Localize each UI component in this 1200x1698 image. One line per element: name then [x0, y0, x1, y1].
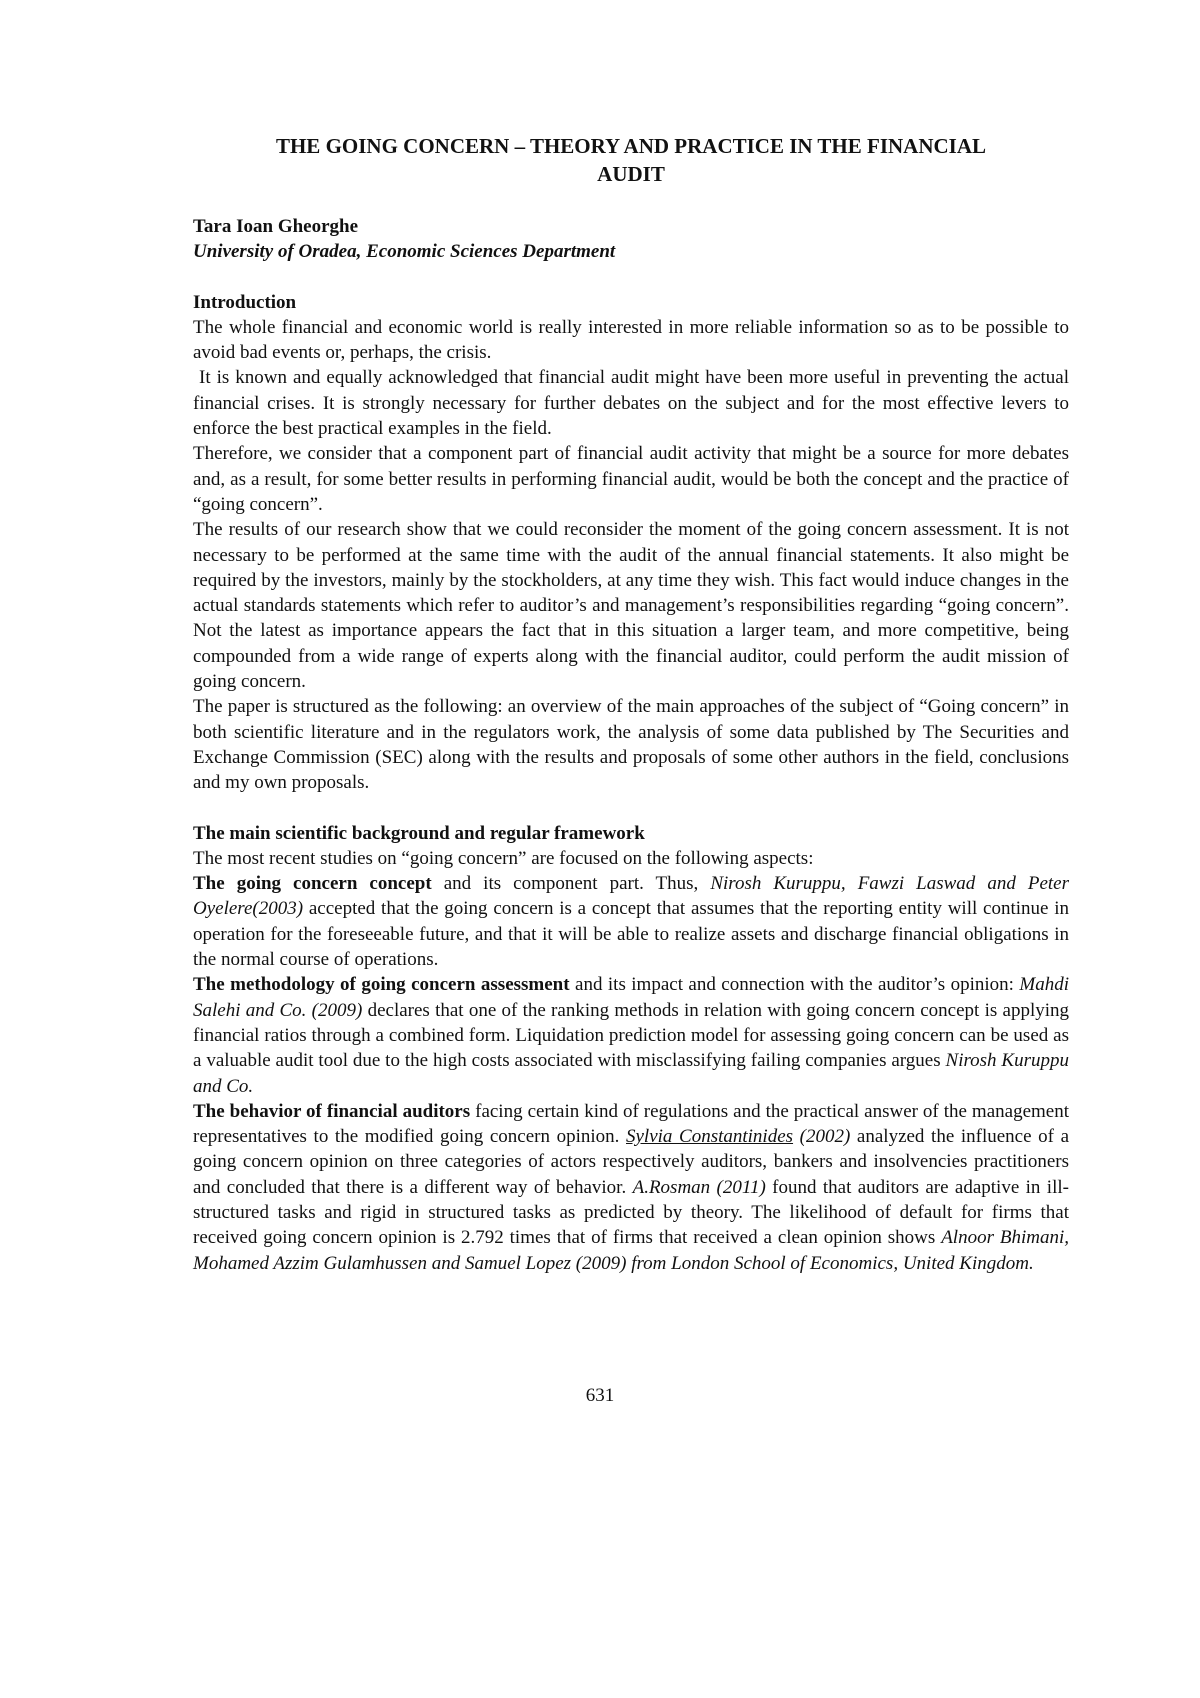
aspect-3-text-c: found that auditors are adaptive in ill-structured tasks and rigid in structured tasks as predicted by theory. The likelihood of default for firms that received going concern opinion is 2.792 times that of firms that received a clean opinion shows — [193, 1176, 1069, 1249]
section-heading-background: The main scientific background and regular framework — [193, 822, 645, 844]
intro-paragraph-5: The paper is structured as the following: an overview of the main approaches of the subject of “Going concern” in both scientific literature and in the regulators work, the analysis of some data published by The Securities and Exchange Commission (SEC) along with the results and proposals of some other authors in the field, conclusions and my own proposals. — [193, 696, 1069, 794]
aspect-3-text-a: facing certain kind of regulations and the practical answer of the management representatives to the modified going concern opinion. — [193, 1100, 1069, 1148]
aspect-2-text-a: and its impact and connection with the auditor’s opinion: — [569, 974, 1020, 996]
background-intro: The most recent studies on “going concern” are focused on the following aspects: — [193, 847, 814, 869]
intro-paragraph-4: The results of our research show that we could reconsider the moment of the going concern assessment. It is not necessary to be performed at the same time with the audit of the annual financial statements. It also might be required by the investors, mainly by the stockholders, at any time they wish. This fact would induce changes in the actual standards statements which refer to auditor’s and management’s responsibilities regarding “going concern”. Not the latest as importance appears the fact that in this situation a larger team, and more competitive, being compounded from a wide range of experts along with the financial auditor, could perform the audit mission of going concern. — [193, 519, 1069, 693]
title-line-1: THE GOING CONCERN – THEORY AND PRACTICE IN THE FINANCIAL — [275, 134, 987, 158]
aspect-3-text-b: analyzed the influence of a going concern opinion on three categories of actors respectively auditors, bankers and insolvencies practitioners and concluded that there is a different way of behavior. — [193, 1126, 1070, 1198]
aspect-1-text-a: and its component part. Thus, — [431, 873, 711, 895]
citation-rosman: A.Rosman (2011) — [632, 1176, 766, 1198]
citation-bhimani: Alnoor Bhimani, Mohamed Azzim Gulamhussen and Samuel Lopez (2009) from London School of Economics, United Kingdom. — [193, 1227, 1070, 1274]
citation-kuruppu-co: Nirosh Kuruppu and Co. — [193, 1050, 1069, 1097]
citation-constantinides-link[interactable]: Sylvia Constantinides — [626, 1126, 794, 1148]
author-affiliation: University of Oradea, Economic Sciences Department — [193, 241, 616, 263]
aspect-going-concern-concept — [193, 871, 1069, 972]
paper-title — [193, 132, 1069, 188]
author-name: Tara Ioan Gheorghe — [193, 216, 359, 237]
page-number: 631 — [585, 1385, 615, 1406]
aspect-auditor-behavior — [193, 1099, 1069, 1276]
citation-constantinides-year: (2002) — [793, 1126, 851, 1148]
aspect-2-title: The methodology of going concern assessment — [193, 974, 570, 996]
aspect-2-text-b: declares that one of the ranking methods in relation with going concern concept is applying financial ratios through a combined form. Liquidation prediction model for assessing going concern can be used as a valuable audit tool due to the high costs associated with misclassifying failing companies argues — [193, 999, 1069, 1072]
aspect-1-text-b: accepted that the going concern is a concept that assumes that the reporting entity will continue in operation for the foreseeable future, and that it will be able to realize assets and discharge financial obligations in the normal course of operations. — [193, 898, 1069, 971]
aspect-3-title: The behavior of financial auditors — [193, 1100, 471, 1122]
paper-page — [193, 132, 1074, 1276]
citation-salehi: Mahdi Salehi and Co. (2009) — [193, 974, 1069, 1021]
intro-paragraph-3: Therefore, we consider that a component part of financial audit activity that might be a source for more debates and, as a result, for some better results in performing financial audit, would be both the concept and the practice of “going concern”. — [193, 443, 1069, 515]
citation-kuruppu-laswad-oyelere: Nirosh Kuruppu, Fawzi Laswad and Peter Oyelere(2003) — [193, 873, 1069, 920]
section-spacer — [193, 796, 1069, 821]
aspect-1-title: The going concern concept — [193, 873, 432, 895]
title-line-2: AUDIT — [597, 162, 665, 186]
aspect-methodology — [193, 972, 1069, 1098]
section-heading-introduction: Introduction — [193, 291, 297, 313]
intro-paragraph-2: It is known and equally acknowledged that financial audit might have been more useful in preventing the actual financial crises. It is strongly necessary for further debates on the subject and for the most effective levers to enforce the best practical examples in the field. — [193, 367, 1074, 440]
intro-paragraph-1: The whole financial and economic world is really interested in more reliable information so as to be possible to avoid bad events or, perhaps, the crisis. — [193, 316, 1069, 364]
